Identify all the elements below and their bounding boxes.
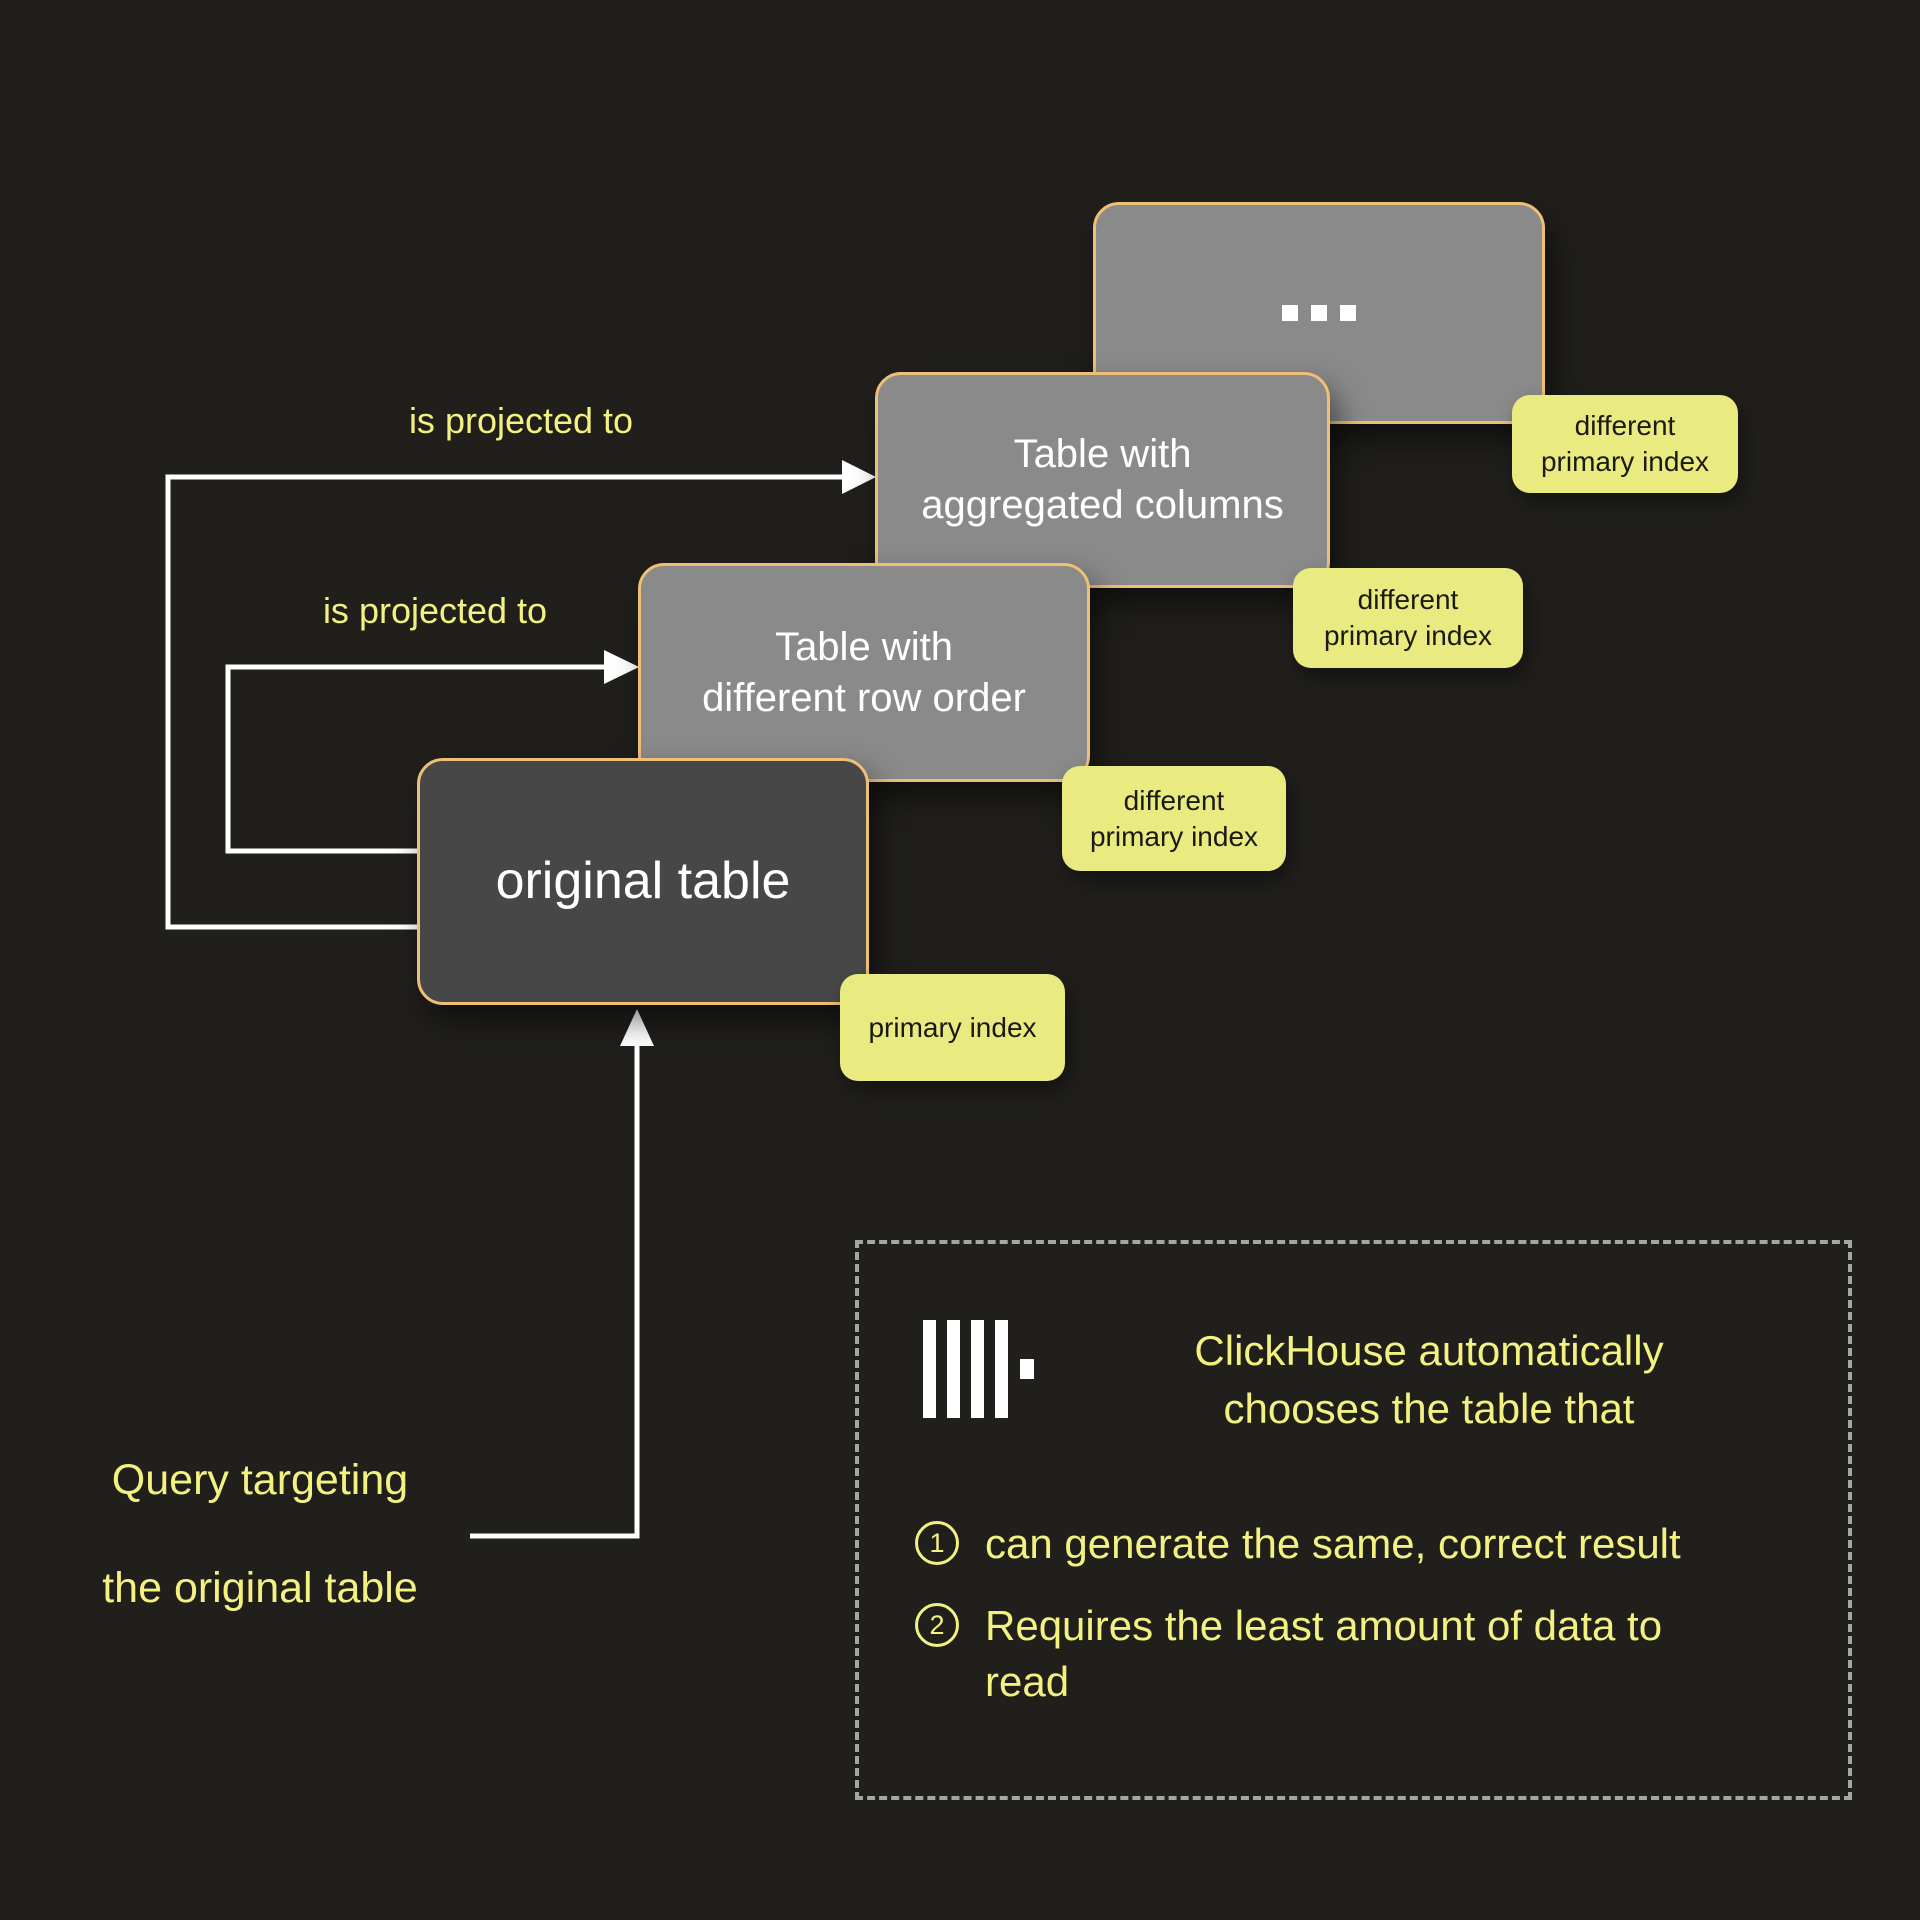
circled-number-1: 1 [915, 1521, 959, 1565]
info-box-title [1079, 1322, 1779, 1438]
card-label: original table [495, 852, 791, 911]
label-is-projected-to-top: is projected to [408, 400, 634, 441]
note-line: different [1123, 784, 1225, 816]
circled-number-2: 2 [915, 1603, 959, 1647]
card-table-with-different-row-order [638, 563, 1090, 782]
card-label [702, 622, 1026, 724]
info-box-items [915, 1516, 1795, 1736]
card-label-line: Table with [775, 624, 953, 669]
info-box [855, 1240, 1852, 1800]
ellipsis-dot-icon [1282, 305, 1298, 321]
note-line: primary index [1323, 620, 1493, 651]
info-item-2 [915, 1598, 1795, 1710]
info-item-line: can generate the same, correct result [985, 1520, 1681, 1567]
note-line: primary index [1540, 446, 1710, 477]
card-label-line: different row order [702, 675, 1026, 720]
card-label-line: aggregated columns [921, 483, 1284, 527]
ellipsis-icon [1282, 305, 1356, 321]
logo-bar-icon [923, 1320, 936, 1418]
info-item-text [985, 1516, 1681, 1572]
card-original-table [417, 758, 869, 1005]
note-different-primary-index-middle [1293, 568, 1523, 668]
note-different-primary-index-top [1512, 395, 1738, 493]
info-title-line: ClickHouse automatically [1194, 1327, 1664, 1374]
info-item-text [985, 1598, 1662, 1710]
logo-bar-icon [995, 1320, 1008, 1418]
ellipsis-dot-icon [1311, 305, 1327, 321]
label-query-targeting-line2: the original table [102, 1564, 418, 1612]
arrow-query-line [470, 1044, 637, 1536]
clickhouse-logo-icon [923, 1320, 1034, 1418]
card-label [921, 429, 1283, 531]
note-line: different [1574, 410, 1676, 442]
card-table-with-aggregated-columns [875, 372, 1330, 588]
note-line: primary index [868, 1011, 1037, 1043]
info-item-line: read [985, 1658, 1070, 1705]
logo-bar-icon [947, 1320, 960, 1418]
info-item-line: Requires the least amount of data to [985, 1602, 1663, 1649]
arrowhead-to-row-order-icon [604, 650, 639, 684]
arrowhead-to-aggregated-icon [842, 460, 876, 494]
logo-nub-icon [1020, 1359, 1034, 1379]
note-different-primary-index-bottom [1062, 766, 1286, 871]
ellipsis-dot-icon [1340, 305, 1356, 321]
note-line: different [1357, 584, 1459, 616]
logo-bar-icon [971, 1320, 984, 1418]
label-query-targeting-line1: Query targeting [111, 1456, 409, 1504]
info-item-1 [915, 1516, 1795, 1572]
arrowhead-to-original-icon [620, 1009, 654, 1046]
card-label-line: Table with [1013, 432, 1192, 477]
note-line: primary index [1089, 820, 1259, 852]
note-primary-index [840, 974, 1065, 1081]
info-title-line: chooses the table that [1223, 1385, 1635, 1432]
label-is-projected-to-middle: is projected to [322, 590, 548, 631]
